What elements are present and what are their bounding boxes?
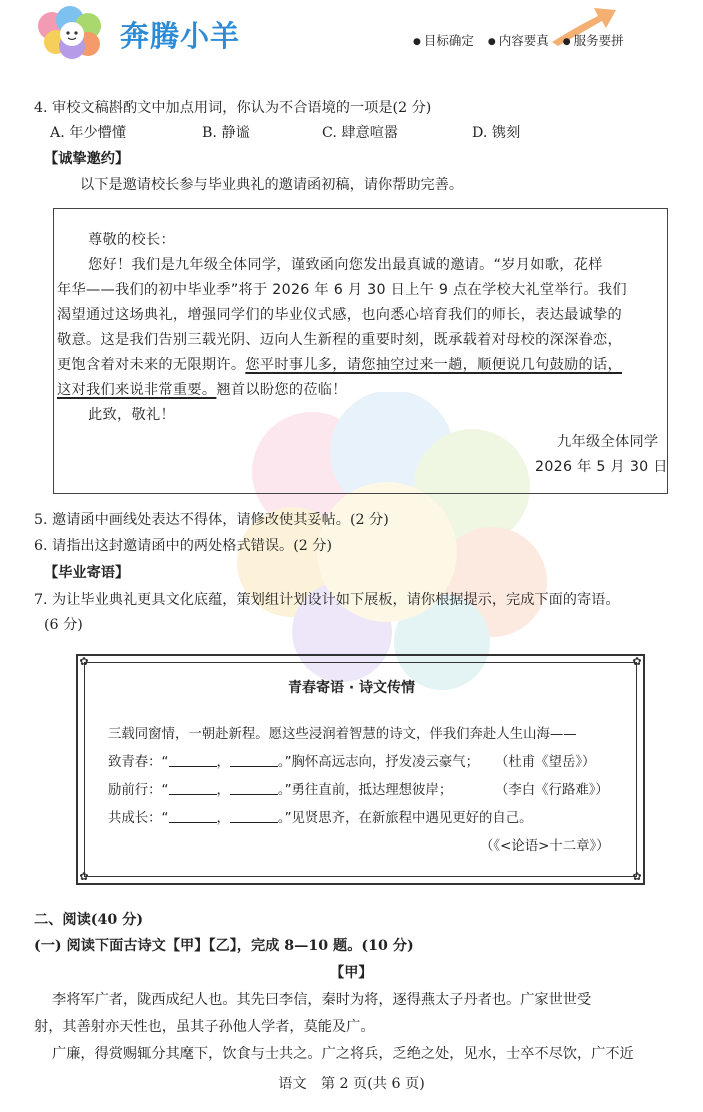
passage-jia-label: 【甲】 bbox=[330, 965, 373, 981]
underlined-text: 这对我们来说非常重要。 bbox=[57, 382, 217, 398]
row-source: （杜甫《望岳》） bbox=[495, 755, 596, 770]
header-tag: ● 服务要拼 bbox=[562, 33, 624, 48]
invite-intro: 以下是邀请校长参与毕业典礼的邀请函初稿，请你帮助完善。 bbox=[80, 177, 464, 193]
board-row bbox=[108, 809, 533, 829]
corner-ornament-icon: ✿ bbox=[632, 655, 642, 668]
passage-line: 射，其善射亦天性也，虽其子孙他人学者，莫能及广。 bbox=[34, 1019, 375, 1035]
letter-signer: 九年级全体同学 bbox=[557, 434, 659, 450]
header-tag: ● 目标确定 bbox=[413, 33, 474, 48]
fill-blank[interactable] bbox=[230, 809, 278, 823]
letter-line: 年华——我们的初中毕业季”将于 2026 年 6 月 30 日上午 9 点在学校大礼堂举行。我们 bbox=[57, 282, 627, 298]
row-label: 致青春：“ bbox=[108, 755, 169, 770]
fill-blank[interactable] bbox=[169, 781, 217, 795]
question-4-options bbox=[50, 123, 520, 143]
option-b: B. 静谧 bbox=[202, 125, 250, 141]
header-tag: ● 内容要真 bbox=[487, 33, 549, 48]
board-row bbox=[108, 781, 452, 801]
row-label: 共成长：“ bbox=[108, 811, 169, 826]
letter-closing: 此致，敬礼！ bbox=[88, 407, 175, 423]
question-4-stem: 4. 审校文稿斟酌文中加点用词，你认为不合语境的一项是(2 分) bbox=[34, 100, 432, 116]
row-source: （《<论语>十二章》） bbox=[480, 839, 610, 854]
reading-section-title: 二、阅读(40 分) bbox=[34, 912, 144, 928]
letter-salutation: 尊敬的校长： bbox=[88, 232, 175, 248]
row-source: （李白《行路难》） bbox=[495, 783, 609, 798]
option-c: C. 肆意喧嚣 bbox=[322, 125, 399, 141]
board-intro: 三载同窗情，一朝赴新程。愿这些浸润着智慧的诗文，伴我们奔赴人生山海—— bbox=[108, 727, 577, 742]
row-sep: ， bbox=[216, 783, 230, 798]
reading-subsection-title: (一) 阅读下面古诗文【甲】【乙】，完成 8—10 题。(10 分) bbox=[34, 938, 414, 954]
farewell-heading: 【毕业寄语】 bbox=[44, 565, 130, 581]
option-d: D. 镌刻 bbox=[472, 125, 521, 141]
fill-blank[interactable] bbox=[230, 781, 278, 795]
letter-text: 更饱含着对未来的无限期许。 bbox=[57, 357, 246, 373]
brand-name: 奔腾小羊 bbox=[120, 19, 241, 53]
letter-line bbox=[57, 380, 347, 400]
question-5: 5. 邀请函中画线处表达不得体，请修改使其妥帖。(2 分) bbox=[34, 512, 389, 528]
question-6: 6. 请指出这封邀请函中的两处格式错误。(2 分) bbox=[34, 538, 333, 554]
board-title: 青春寄语 · 诗文传情 bbox=[287, 680, 416, 696]
row-tail: 。”见贤思齐，在新旅程中遇见更好的自己。 bbox=[277, 811, 533, 826]
passage-line: 李将军广者，陇西成纪人也。其先曰李信，秦时为将，逐得燕太子丹者也。广家世世受 bbox=[52, 992, 592, 1008]
page-footer: 语文 第 2 页(共 6 页) bbox=[278, 1076, 425, 1092]
header-tags bbox=[413, 31, 624, 49]
row-tail: 。”胸怀高远志向，抒发凌云豪气； bbox=[277, 755, 479, 770]
question-7-line2: (6 分) bbox=[44, 617, 83, 633]
question-7-line1: 7. 为让毕业典礼更具文化底蕴，策划组计划设计如下展板，请你根据提示，完成下面的寄语。 bbox=[34, 592, 620, 608]
underlined-text: 您平时事儿多，请您抽空过来一趟，顺便说几句鼓励的话， bbox=[245, 357, 623, 373]
brand-logo-icon bbox=[34, 4, 114, 60]
letter-text: 翘首以盼您的莅临！ bbox=[216, 382, 347, 398]
letter-line: 您好！我们是九年级全体同学，谨致函向您发出最真诚的邀请。“岁月如歌，花样 bbox=[88, 257, 603, 273]
letter-date: 2026 年 5 月 30 日 bbox=[535, 459, 668, 475]
row-sep: ， bbox=[216, 811, 230, 826]
letter-line: 敬意。这是我们告别三载光阴、迈向人生新程的重要时刻，既承载着对母校的深深眷恋， bbox=[57, 332, 623, 348]
row-sep: ， bbox=[216, 755, 230, 770]
fill-blank[interactable] bbox=[169, 753, 217, 767]
row-tail: 。”勇往直前，抵达理想彼岸； bbox=[277, 783, 453, 798]
invite-heading: 【诚挚邀约】 bbox=[44, 151, 130, 167]
letter-line: 渴望通过这场典礼，增强同学们的毕业仪式感，也向悉心培育我们的师长，表达最诚挚的 bbox=[57, 307, 623, 323]
option-a: A. 年少懵懂 bbox=[50, 125, 127, 141]
corner-ornament-icon: ✿ bbox=[632, 870, 642, 883]
board-row bbox=[108, 753, 479, 773]
passage-line: 广廉，得赏赐辄分其麾下，饮食与士共之。广之将兵，乏绝之处，见水，士卒不尽饮，广不近 bbox=[52, 1046, 634, 1062]
fill-blank[interactable] bbox=[230, 753, 278, 767]
corner-ornament-icon: ✿ bbox=[79, 655, 89, 668]
letter-line bbox=[57, 355, 622, 375]
row-label: 励前行：“ bbox=[108, 783, 169, 798]
corner-ornament-icon: ✿ bbox=[79, 870, 89, 883]
fill-blank[interactable] bbox=[169, 809, 217, 823]
